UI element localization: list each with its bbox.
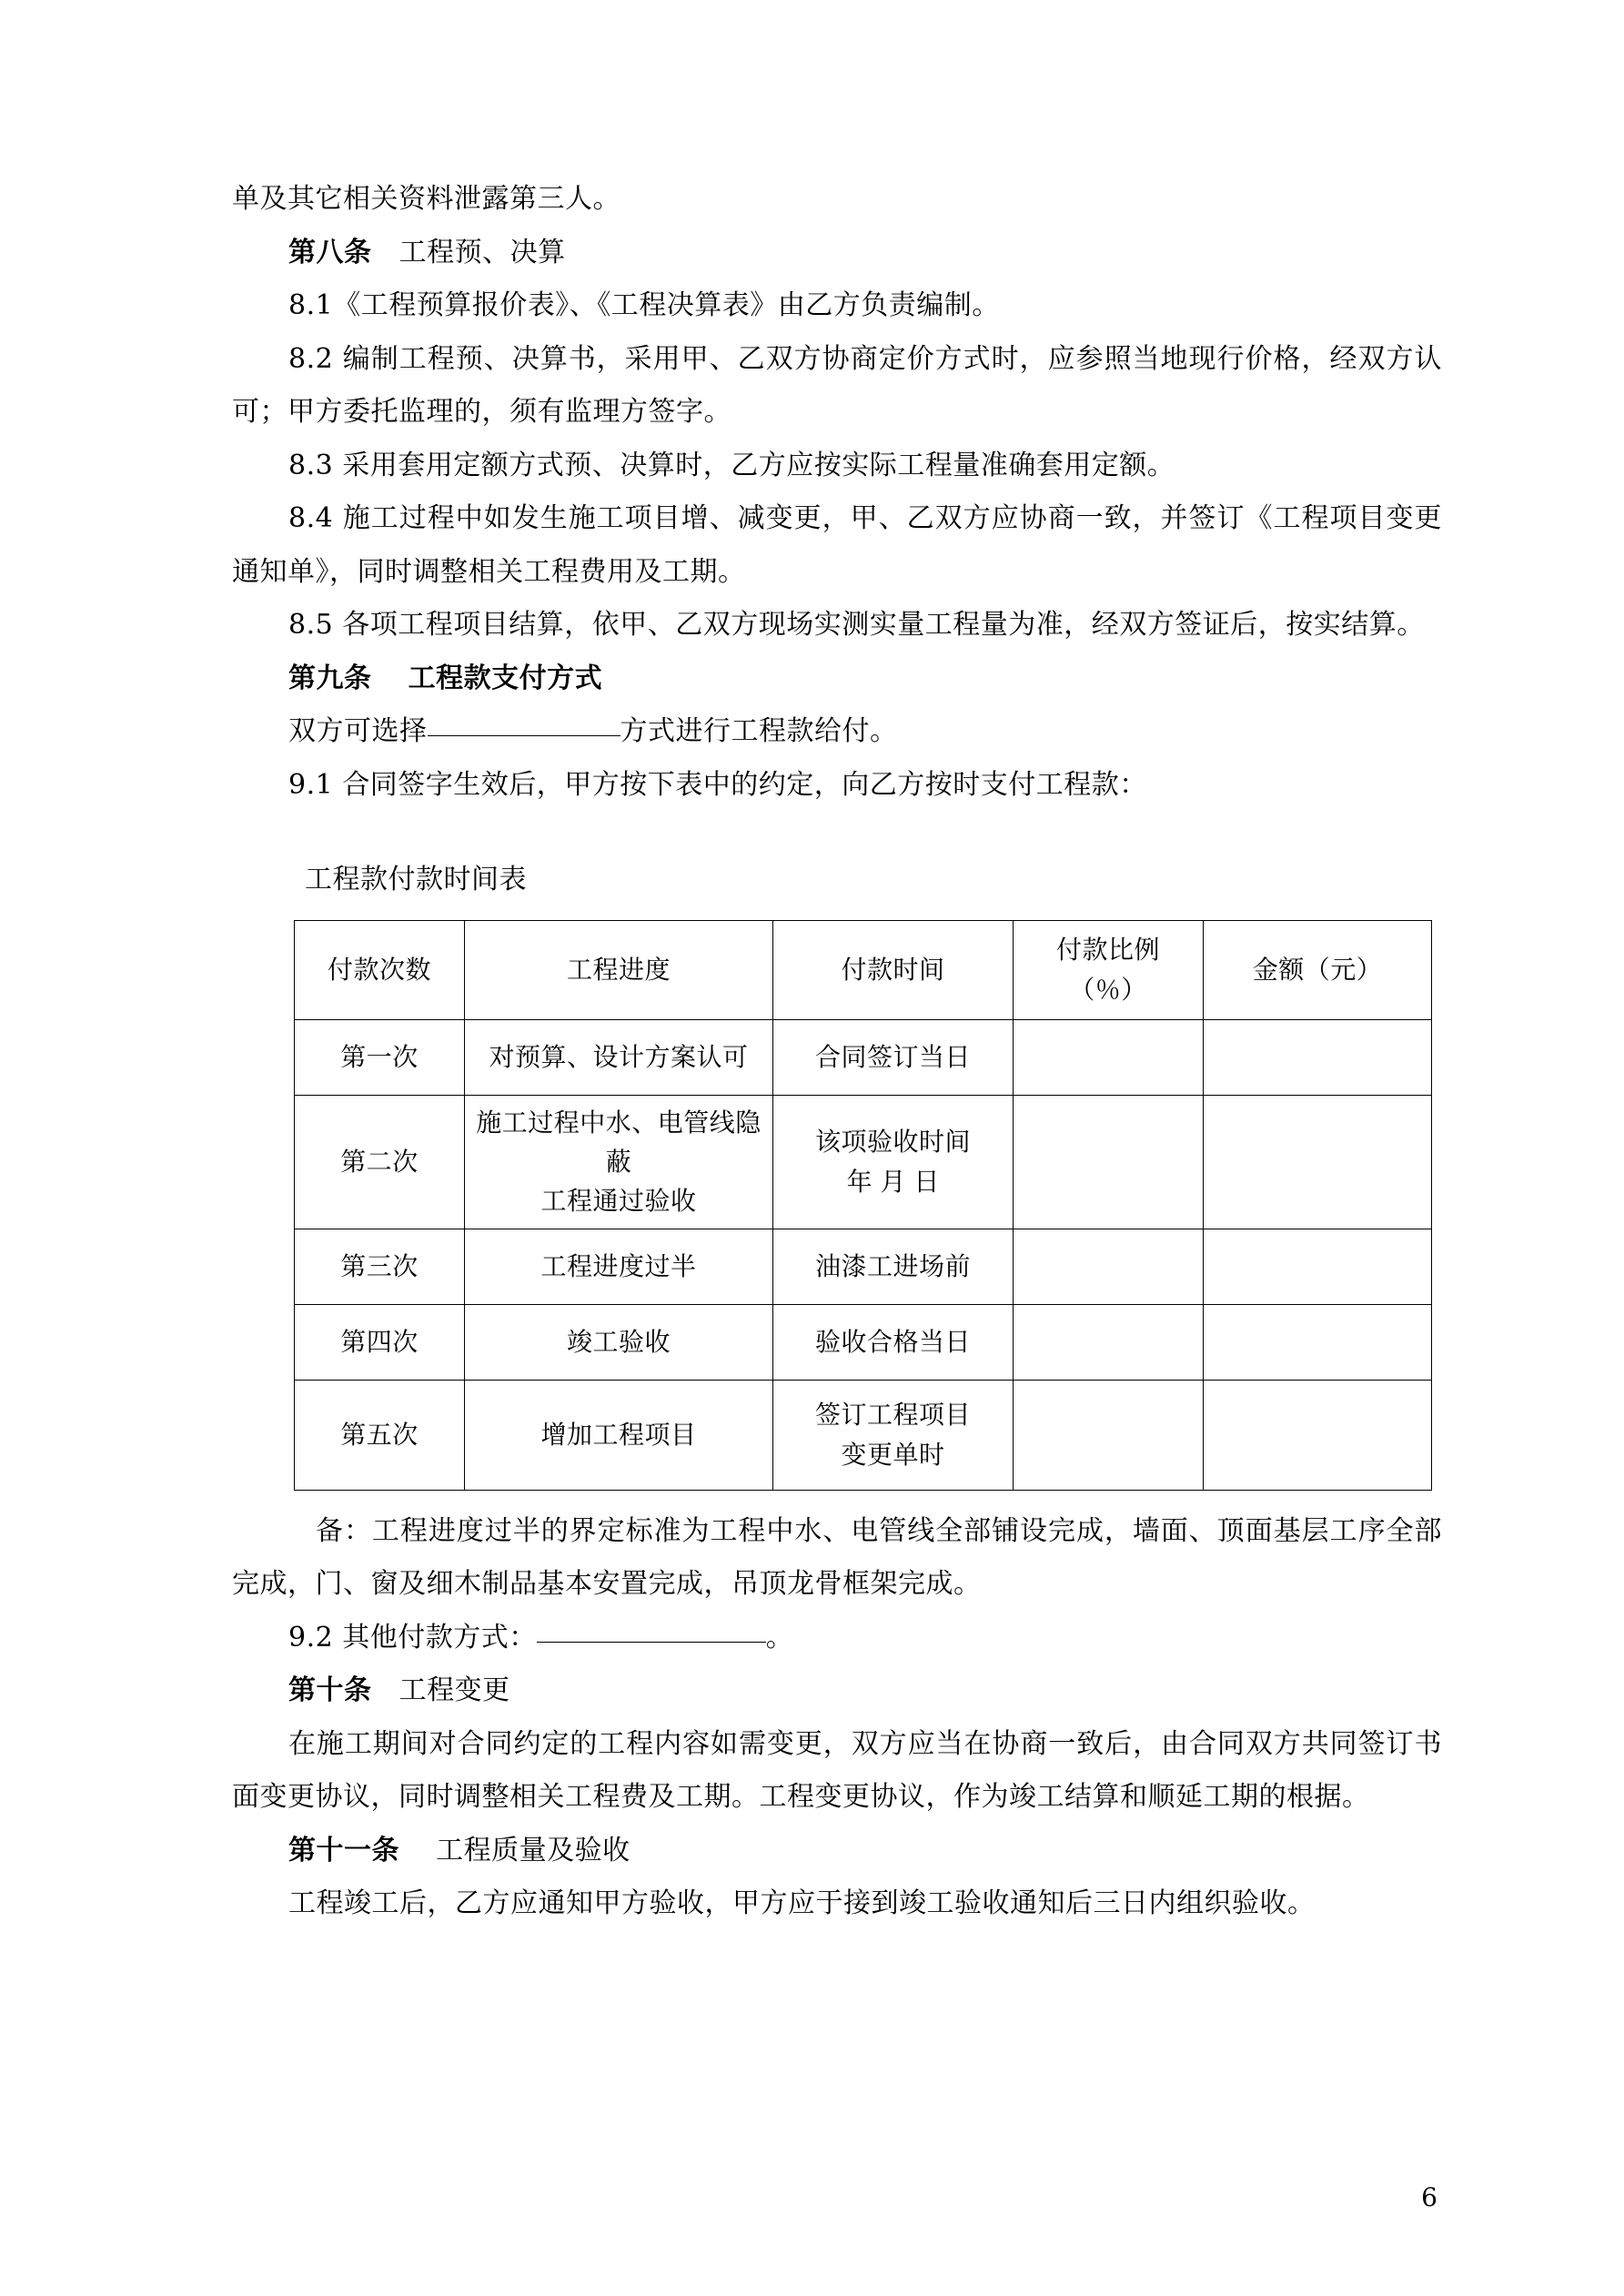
article-8-title: 工程预、决算 <box>398 236 566 268</box>
cell-time-line1: 该项验收时间 <box>814 1127 971 1158</box>
header-cell-progress: 工程进度 <box>465 920 773 1019</box>
article-10-heading <box>232 1664 1442 1718</box>
cell-times: 第五次 <box>295 1380 465 1490</box>
article-11-label: 第十一条 <box>288 1834 399 1866</box>
paragraph-9-lead-after: 方式进行工程款给付。 <box>620 715 898 747</box>
article-10-title: 工程变更 <box>398 1674 510 1707</box>
cell-progress: 竣工验收 <box>465 1304 773 1380</box>
other-payment-blank[interactable] <box>537 1641 766 1643</box>
continuation-paragraph: 单及其它相关资料泄露第三人。 <box>232 183 620 215</box>
article-11-heading <box>232 1825 1442 1878</box>
header-cell-ratio-line2: （％） <box>1069 974 1147 1005</box>
article-10-label: 第十条 <box>288 1674 372 1707</box>
cell-ratio[interactable] <box>1014 1229 1204 1304</box>
cell-time-line2[interactable]: 年 月 日 <box>846 1166 940 1197</box>
cell-time: 油漆工进场前 <box>773 1229 1014 1304</box>
cell-times: 第三次 <box>295 1229 465 1304</box>
page-number: 6 <box>1421 2182 1437 2212</box>
cell-progress <box>465 1095 773 1229</box>
cell-time-line1: 签订工程项目 <box>814 1400 971 1431</box>
table-row <box>295 1229 1432 1304</box>
cell-time: 验收合格当日 <box>773 1304 1014 1380</box>
paragraph-8-4: 8.4 施工过程中如发生施工项目增、减变更，甲、乙双方应协商一致，并签订《工程项目变更通知单》，同时调整相关工程费用及工期。 <box>232 502 1442 588</box>
cell-time-line2: 变更单时 <box>841 1439 945 1470</box>
paragraph-11-body: 工程竣工后，乙方应通知甲方验收，甲方应于接到竣工验收通知后三日内组织验收。 <box>288 1887 1316 1920</box>
header-cell-ratio-line1: 付款比例 <box>1055 935 1160 966</box>
paragraph-9-2-before: 9.2 其他付款方式： <box>288 1621 537 1654</box>
paragraph-8-5: 8.5 各项工程项目结算，依甲、乙双方现场实测实量工程量为准，经双方签证后，按实结算。 <box>288 609 1425 641</box>
cell-progress: 工程进度过半 <box>465 1229 773 1304</box>
paragraph-9-1: 9.1 合同签字生效后，甲方按下表中的约定，向乙方按时支付工程款： <box>288 768 1147 801</box>
cell-amount[interactable] <box>1204 1380 1432 1490</box>
article-9-title: 工程款支付方式 <box>408 662 603 694</box>
table-row <box>295 1095 1432 1229</box>
cell-time: 合同签订当日 <box>773 1019 1014 1095</box>
cell-times: 第一次 <box>295 1019 465 1095</box>
cell-time <box>773 1380 1014 1490</box>
paragraph-9-2-after: 。 <box>765 1621 794 1654</box>
cell-amount[interactable] <box>1204 1095 1432 1229</box>
cell-progress-line2: 工程通过验收 <box>540 1186 697 1217</box>
pay-table-title: 工程款付款时间表 <box>305 864 527 895</box>
header-cell-ratio <box>1014 920 1204 1019</box>
cell-ratio[interactable] <box>1014 1095 1204 1229</box>
paragraph-9-2 <box>232 1612 1442 1665</box>
cell-amount[interactable] <box>1204 1304 1432 1380</box>
cell-amount[interactable] <box>1204 1229 1432 1304</box>
paragraph-8-2: 8.2 编制工程预、决算书，采用甲、乙双方协商定价方式时，应参照当地现行价格，经双方认可；甲方委托监理的，须有监理方签字。 <box>232 342 1442 428</box>
table-row <box>295 1380 1432 1490</box>
article-9-label: 第九条 <box>288 662 372 694</box>
cell-times: 第四次 <box>295 1304 465 1380</box>
cell-progress: 对预算、设计方案认可 <box>465 1019 773 1095</box>
document-body <box>232 173 1442 1931</box>
payment-method-blank[interactable] <box>428 734 620 736</box>
table-note: 备：工程进度过半的界定标准为工程中水、电管线全部铺设完成，墙面、顶面基层工序全部完成，门、窗及细木制品基本安置完成，吊顶龙骨框架完成。 <box>232 1514 1442 1601</box>
cell-progress: 增加工程项目 <box>465 1380 773 1490</box>
cell-amount[interactable] <box>1204 1019 1432 1095</box>
table-header-row <box>295 920 1432 1019</box>
article-8-heading <box>232 227 1442 280</box>
paragraph-9-lead <box>232 705 1442 759</box>
cell-ratio[interactable] <box>1014 1380 1204 1490</box>
cell-progress-line1: 施工过程中水、电管线隐蔽 <box>476 1107 762 1177</box>
cell-ratio[interactable] <box>1014 1019 1204 1095</box>
article-11-title: 工程质量及验收 <box>436 1834 630 1866</box>
payment-schedule-table <box>294 920 1432 1491</box>
article-8-label: 第八条 <box>288 236 372 268</box>
cell-times: 第二次 <box>295 1095 465 1229</box>
cell-ratio[interactable] <box>1014 1304 1204 1380</box>
header-cell-times: 付款次数 <box>295 920 465 1019</box>
paragraph-9-lead-before: 双方可选择 <box>288 715 428 747</box>
paragraph-10-body: 在施工期间对合同约定的工程内容如需变更，双方应当在协商一致后，由合同双方共同签订书面变更协议，同时调整相关工程费及工期。工程变更协议，作为竣工结算和顺延工期的根据。 <box>232 1727 1442 1814</box>
header-cell-amount: 金额（元） <box>1204 920 1432 1019</box>
paragraph-8-3: 8.3 采用套用定额方式预、决算时，乙方应按实际工程量准确套用定额。 <box>288 449 1175 481</box>
article-9-heading <box>232 652 1442 706</box>
cell-time <box>773 1095 1014 1229</box>
table-row <box>295 1019 1432 1095</box>
table-row <box>295 1304 1432 1380</box>
header-cell-time: 付款时间 <box>773 920 1014 1019</box>
paragraph-8-1: 8.1《工程预算报价表》、《工程决算表》由乙方负责编制。 <box>288 289 1000 321</box>
